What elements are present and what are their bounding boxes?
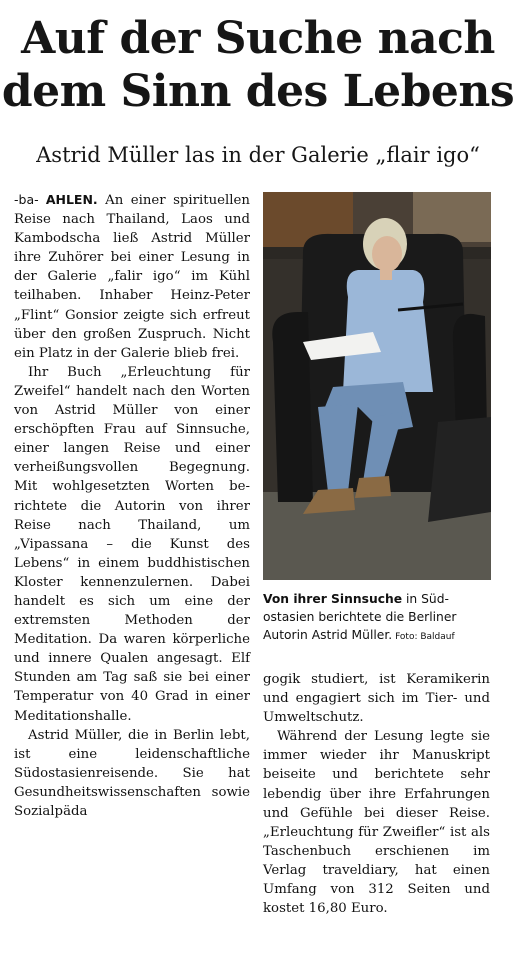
article-column-2: [263, 670, 490, 918]
article-paragraph-3-start: Astrid Müller, die in Berlin lebt, ist eine leidenschaftliche Südostasienreisende. Sie hat Gesundheitswissenschaften sowie Sozialpäda: [14, 727, 250, 819]
caption-lead: Von ihrer Sinnsuche: [263, 592, 403, 606]
photo-reading-author: [263, 192, 491, 580]
headline-line-1: Auf der Suche nach: [21, 13, 495, 64]
article-photo: [263, 192, 491, 580]
headline-line-2: dem Sinn des Lebens: [1, 66, 515, 117]
article-paragraph-1: [14, 190, 250, 363]
headline: [0, 12, 516, 118]
article-column-1: [14, 190, 250, 821]
dateline-author: -ba-: [14, 192, 39, 207]
dateline: [14, 192, 98, 207]
article-paragraph-3-end: gogik studiert, ist Keramikerin und engagiert sich im Tier- und Umweltschutz.: [263, 672, 490, 726]
dateline-place: AHLEN.: [45, 192, 98, 207]
article-paragraph-2: Ihr Buch „Erleuchtung für Zweifel“ handelt nach den Worten von Astrid Müller von einer erschöpften Frau auf Sinnsuche, einer langen Reise und einer verheißungsvollen Begegnung. Mit wohlgesetzten Worten berichtete die Autorin von ihrer Reise nach Thailand, um „Vipassana – die Kunst des Lebens“ in einem buddhistischen Kloster kennenzulernen. Dabei handelt es sich um eine der extremsten Methoden der Meditation. Da waren körperliche und innere Qualen angesagt. Elf Stunden am Tag saß sie bei einer Temperatur von 40 Grad in einer Meditationshalle.: [14, 364, 250, 724]
subheadline: Astrid Müller las in der Galerie „flair igo“: [36, 143, 480, 167]
photo-credit: Foto: Baldauf: [392, 632, 455, 642]
article-paragraph-4: Während der Lesung legte sie immer wieder ihr Manuskript beiseite und berichtete sehr lebendig über ihre Erfahrungen und Gefühle bei dieser Reise. „Erleuchtung für Zweifler“ ist als Taschenbuch erschienen im Verlag traveldiary, hat einen Umfang von 312 Seiten und kostet 16,80 Euro.: [263, 729, 490, 917]
paragraph-1-text: An einer spirituellen Reise nach Thailand, Laos und Kambodscha ließ Astrid Müller ihre Zuhörer bei einer Lesung in der Galerie „falir igo“ im Kühl teilhaben. Inhaber Heinz-Peter „Flint“ Gonsior zeigte sich erfreut über den großen Zuspruch. Nicht ein Platz in der Galerie blieb frei.: [14, 193, 250, 361]
caption-text: in Südostasien berichtete die Berliner Autorin Astrid Müller.: [263, 592, 457, 642]
photo-caption: [263, 590, 493, 646]
